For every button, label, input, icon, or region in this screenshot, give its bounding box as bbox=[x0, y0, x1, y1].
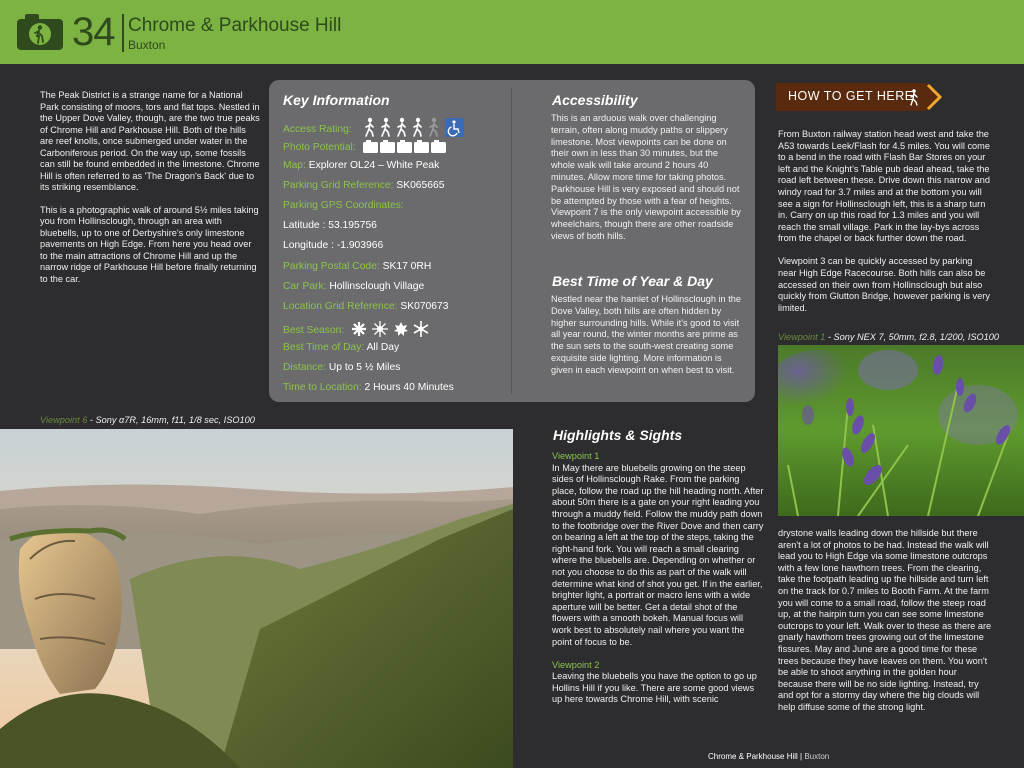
highlights-title: Highlights & Sights bbox=[553, 427, 683, 443]
key-information-title: Key Information bbox=[283, 92, 390, 108]
best-season-label: Best Season: bbox=[283, 325, 345, 337]
distance-row bbox=[283, 362, 400, 373]
season-icons bbox=[351, 321, 431, 340]
footer-title: Chrome & Parkhouse Hill bbox=[708, 752, 798, 761]
bluebell-photo-caption bbox=[778, 332, 999, 342]
gps-row bbox=[283, 200, 404, 211]
car-park-row bbox=[283, 281, 424, 292]
page-footer bbox=[708, 752, 829, 761]
accessibility-text: This is an arduous walk over challenging terrain, often along muddy paths or slippery limestone. Most viewpoints can be done on their own in less than 30 minutes, but the whole walk will take around 2 hours 40 minutes. Allow more time for taking photos. Parkhouse Hill is very exposed and should not be attempted by those with a fear of heights. Viewpoint 7 is the only viewpoint accessible by wheelchairs, though there are other roadside views of both hills. bbox=[551, 113, 741, 241]
intro-paragraph-1: The Peak District is a strange name for a National Park consisting of moors, tors and flat tops. Nestled in the Upper Dove Valley, though, are the two true peaks of Chrome Hill and Parkhouse Hill. Both of the hills are reef knolls, once submerged under water in the Carboniferous period. On the way up, some fossils can still be found embedded in the limestone. Chrome Hill is often referred to as 'The Dragon's Back' due to its striking resemblance. bbox=[40, 90, 260, 192]
postal-value: SK17 0RH bbox=[382, 261, 432, 272]
header-divider bbox=[122, 14, 124, 52]
gps-label: Parking GPS Coordinates: bbox=[283, 200, 404, 211]
best-season-row bbox=[283, 321, 431, 340]
page-title: Chrome & Parkhouse Hill bbox=[128, 15, 342, 36]
distance-label: Distance: bbox=[283, 362, 326, 373]
camera-icon bbox=[17, 14, 63, 50]
best-time-label: Best Time of Day: bbox=[283, 342, 365, 353]
longitude-row bbox=[283, 240, 383, 251]
how-to-get-here-banner bbox=[776, 83, 942, 111]
directions-paragraph-2: Viewpoint 3 can be quickly accessed by parking near High Edge Racecourse. Both hills can also be accessed on their own from Hollinsclough but also quickly from Glutton Bridge, however parking is very limited. bbox=[778, 256, 990, 313]
landscape-photo-caption bbox=[40, 415, 255, 425]
accessibility-title: Accessibility bbox=[552, 92, 638, 108]
info-panel bbox=[269, 80, 755, 402]
grid-ref-row bbox=[283, 180, 444, 191]
viewpoint-2-continued: drystone walls leading down the hillside but there aren't a lot of photos to be had. Instead the walk will lead you to High Edge via some limestone outcrops with a few lone hawthorn trees. From the clearing, take the footpath leading up the hillside and turn left on the track for 0.7 miles to Booth Farm. At the farm you will come to a small road, follow the steep road up, at the hairpin turn you can see some limestone outcrops to your left. Walk over to these as there are gnarly hawthorn trees growing out of the limestone fissures. May and June are a good time for these trees because they have leaves on them. You won't be able to shoot anything in the golden hour because there will be no side lighting. Instead, try and opt for a stormy day where the big clouds will help diffuse some of the strong light. bbox=[778, 528, 992, 712]
footer-separator: | bbox=[797, 752, 805, 761]
latitude-value: Latitude : 53.195756 bbox=[283, 220, 377, 231]
footer-location: Buxton bbox=[804, 752, 830, 761]
landscape-caption-viewpoint: Viewpoint 6 bbox=[40, 415, 88, 425]
bluebell-photo bbox=[778, 345, 1024, 516]
postal-label: Parking Postal Code: bbox=[283, 261, 380, 272]
page-subtitle: Buxton bbox=[128, 38, 166, 52]
landscape-caption-details: - Sony α7R, 16mm, f11, 1/8 sec, ISO100 bbox=[87, 415, 255, 425]
directions-text bbox=[778, 129, 992, 326]
map-value: Explorer OL24 – White Peak bbox=[308, 160, 440, 171]
grid-ref-label: Parking Grid Reference: bbox=[283, 180, 394, 191]
access-rating-label: Access Rating: bbox=[283, 124, 352, 136]
intro-paragraph-2: This is a photographic walk of around 5½ miles taking you from Hollinsclough, through an area with bluebells, up to one of Derbyshire's only limestone pavements on High Edge. From here you head over to the main attractions of Chrome Hill and up the narrow ridge of Parkhouse Hill before finally returning to the car. bbox=[40, 204, 259, 284]
bluebell-caption-details: - Sony NEX 7, 50mm, f2.8, 1/200, ISO100 bbox=[825, 332, 999, 342]
time-row bbox=[283, 382, 454, 393]
time-label: Time to Location: bbox=[283, 382, 362, 393]
best-time-row bbox=[283, 342, 399, 353]
car-park-value: Hollinsclough Village bbox=[329, 281, 425, 292]
page-header bbox=[0, 0, 1024, 64]
landscape-photo bbox=[0, 429, 513, 768]
car-park-label: Car Park: bbox=[283, 281, 327, 292]
directions-paragraph-1: From Buxton railway station head west and take the A53 towards Leek/Flash for 4.5 miles. You will come to a bend in the road with Flash Bar Stores on your left and the Knight's Table pub dead ahead, take the road left between these. Drive down this narrow and windy road for 3.7 miles and at the bottom you will see a sign for Hollinsclough left, this is a sharp turn in. Carry on up this road for 1.3 miles and you will reach the small village. Park in the lay-bys across from the chapel or back further down the road. bbox=[778, 129, 990, 244]
photo-potential-row bbox=[283, 139, 449, 156]
location-grid-row bbox=[283, 301, 448, 312]
longitude-value: Longitude : -1.903966 bbox=[283, 240, 384, 251]
best-time-title: Best Time of Year & Day bbox=[552, 273, 713, 289]
viewpoint-2-heading: Viewpoint 2 bbox=[552, 659, 600, 670]
walk-number: 34 bbox=[72, 10, 115, 54]
best-time-value: All Day bbox=[366, 342, 400, 353]
best-time-text: Nestled near the hamlet of Hollinsclough in the Dove Valley, both hills are often hidden by higher surrounding hills. While it's good to visit all year round, the winter months are prime as the sun sets to the south-west creating some exquisite side lighting. More information is given in each viewpoint on when best to visit. bbox=[551, 294, 741, 375]
location-grid-value: SK070673 bbox=[400, 301, 449, 312]
viewpoint-2-text: Leaving the bluebells you have the option to go up Hollins Hill if you like. There are some good views up here towards Chrome Hill, with scenic bbox=[552, 671, 757, 705]
location-grid-label: Location Grid Reference: bbox=[283, 301, 398, 312]
how-to-get-here-label: HOW TO GET HERE bbox=[788, 89, 914, 103]
map-label: Map: bbox=[283, 160, 306, 171]
time-value: 2 Hours 40 Minutes bbox=[364, 382, 454, 393]
panel-divider bbox=[511, 88, 512, 394]
photo-potential-label: Photo Potential: bbox=[283, 142, 356, 154]
viewpoint-1-text: In May there are bluebells growing on the steep sides of Hollinsclough Rake. From the parking place, follow the road up the hill heading north. After about 50m there is a gate on your right leading you through a muddy field. Follow the muddy path down to the footbridge over the River Dove and then carry on bearing a left at the top of the steps, taking the right-hand fork. You will reach a small clearing where the bluebells are. Depending on whether or not you choose to do this as part of the walk will determine what kind of shot you get. If in the earlier, brighter light, a portrait or macro lens with a wide aperture will be better. Get a detail shot of the flowers with a smooth bokeh. Manual focus will work best to absolutely nail where you want the point of focus to be. bbox=[552, 462, 764, 647]
map-row bbox=[283, 160, 439, 171]
viewpoint-1-heading: Viewpoint 1 bbox=[552, 451, 600, 461]
bluebell-caption-viewpoint: Viewpoint 1 bbox=[778, 332, 826, 342]
camera-rating-icons bbox=[363, 139, 449, 156]
spring-flower-icon bbox=[352, 322, 366, 336]
postal-row bbox=[283, 261, 431, 272]
intro-text bbox=[40, 90, 260, 296]
distance-value: Up to 5 ½ Miles bbox=[328, 362, 401, 373]
latitude-row bbox=[283, 220, 377, 231]
highlights-text bbox=[552, 451, 764, 717]
grid-ref-value: SK065665 bbox=[396, 180, 445, 191]
